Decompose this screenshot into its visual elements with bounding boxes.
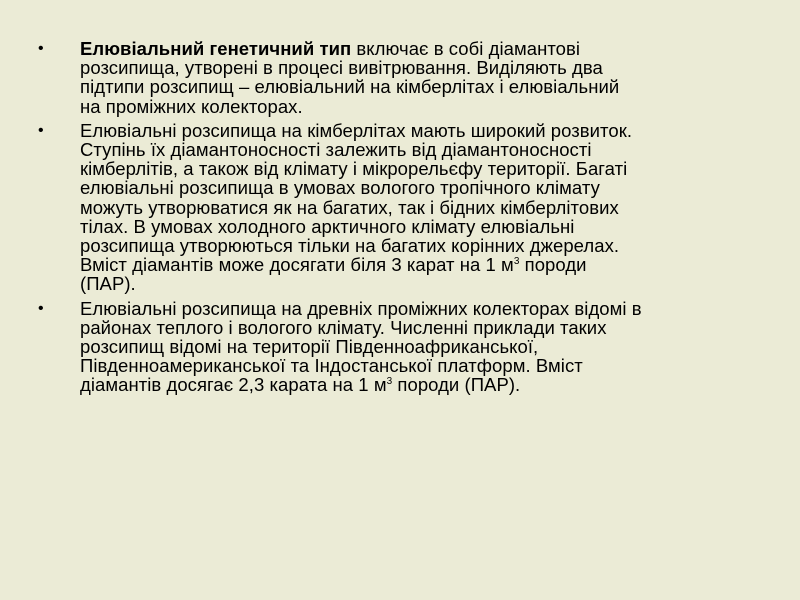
bullet-line: Південноамериканської та Індостанської платформ. Вміст [80,355,583,377]
unit-superscript: 3 [513,256,520,268]
bullet-line: розсипищ відомі на території Південноафриканської, [80,336,539,358]
bullet-text: діамантів досягає 2,3 карата на 1 м [80,374,387,396]
bullet-line: (ПАР). [80,273,136,295]
bullet-line: Ступінь їх діамантоносності залежить від діамантоносності [80,139,592,161]
bullet-line: Елювіальні розсипища на древніх проміжних колекторах відомі в [80,297,642,319]
bullet-text: Вміст діамантів може досягати біля 3 карат на 1 м [80,254,514,276]
bullet-text: породи [519,254,587,276]
bullet-line: кімберлітів, а також від клімату і мікрорельєфу території. Багаті [80,158,628,180]
bullet-line: тілах. В умовах холодного арктичного клімату елювіальні [80,215,575,237]
bullet-text: включає в собі діамантові [351,38,581,59]
bullet-line: на проміжних колекторах. [80,95,303,117]
bullet-line: розсипища, утворені в процесі вивітрювання. Виділяють два [80,57,603,79]
bullet-line [80,255,758,274]
bold-term: Елювіальний генетичний тип [80,38,352,59]
bullet-line: елювіальні розсипища в умовах вологого тропічного клімату [80,177,600,199]
bullet-line: підтипи розсипищ – елювіальний на кімберлітах і елювіальний [80,76,620,98]
bullet-line: районах теплого і вологого клімату. Численні приклади таких [80,316,607,338]
bullet-item-ancient-collectors [38,299,758,395]
bullet-item-kimberlite-placers [38,121,758,294]
bullet-dot-icon: • [38,121,44,139]
bullet-line: розсипища утворюються тільки на багатих корінних джерелах. [80,235,620,257]
bullet-line [80,375,758,394]
bullet-item-eluvial-type [38,39,758,116]
bullet-dot-icon: • [38,40,44,57]
bullet-line: Елювіальні розсипища на кімберлітах мають широкий розвиток. [80,119,633,141]
bullet-list [38,39,758,400]
unit-superscript: 3 [386,376,393,388]
bullet-dot-icon: • [38,299,44,317]
bullet-text: породи (ПАР). [392,374,521,396]
bullet-line [80,39,758,58]
bullet-line: можуть утворюватися як на багатих, так і бідних кімберлітових [80,196,619,218]
